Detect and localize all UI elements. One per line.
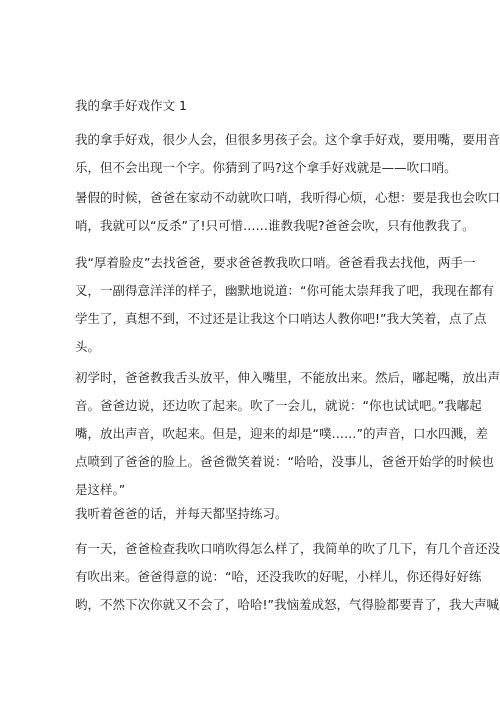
paragraph-1 [75, 126, 500, 182]
text-line: 点喷到了爸爸的脸上。爸爸微笑着说：“哈哈，没事儿，爸爸开始学的时候也 [75, 454, 494, 469]
text-line: 初学时，爸爸教我舌头放平，伸入嘴里，不能放出来。然后，嘟起嘴，放出声 [75, 370, 500, 385]
text-line: 暑假的时候，爸爸在家动不动就吹口哨，我听得心烦，心想：要是我也会吹口 [75, 190, 500, 205]
text-line: 是这样。” [75, 482, 126, 497]
text-line: 我的拿手好戏，很少人会，但很多男孩子会。这个拿手好戏，要用嘴，要用音 [75, 132, 500, 147]
text-line: 叉，一副得意洋洋的样子，幽默地说道：“你可能太崇拜我了吧，我现在都有 [75, 283, 494, 298]
document-title: 我的拿手好戏作文 1 [75, 98, 187, 113]
paragraph-4 [75, 364, 500, 504]
text-line: 哨，我就可以“反杀”了!只可惜……谁教我呢?爸爸会吹，只有他教我了。 [75, 218, 475, 233]
paragraph-2 [75, 184, 500, 240]
paragraph-3 [75, 249, 494, 361]
text-line: 头。 [75, 339, 101, 354]
text-line: 音。爸爸边说，还边吹了起来。吹了一会儿，就说：“你也试试吧。”我嘟起 [75, 398, 482, 413]
text-line: 哟，不然下次你就又不会了，哈哈!”我恼羞成怒，气得脸都要青了，我大声喊 [75, 597, 499, 612]
text-line: 学生了，真想不到，不过还是让我这个口哨达人教你吧!”我大笑着，点了点 [75, 311, 487, 326]
text-line: 有一天，爸爸检查我吹口哨吹得怎么样了，我简单的吹了几下，有几个音还没 [75, 541, 500, 556]
paragraph-5 [75, 500, 435, 528]
text-line: 我听着爸爸的话，并每天都坚持练习。 [75, 506, 288, 521]
text-line: 我“厚着脸皮”去找爸爸，要求爸爸教我吹口哨。爸爸看我去找他，两手一 [75, 255, 476, 270]
text-line: 有吹出来。爸爸得意的说：“哈，还没我吹的好呢，小样儿，你还得好好练 [75, 569, 482, 584]
text-line: 乐，但不会出现一个字。你猜到了吗?这个拿手好戏就是——吹口哨。 [75, 160, 457, 175]
paragraph-6 [75, 535, 500, 619]
text-line: 嘴，放出声音，吹起来。但是，迎来的却是“噗……”的声音，口水四溅，差 [75, 426, 488, 441]
